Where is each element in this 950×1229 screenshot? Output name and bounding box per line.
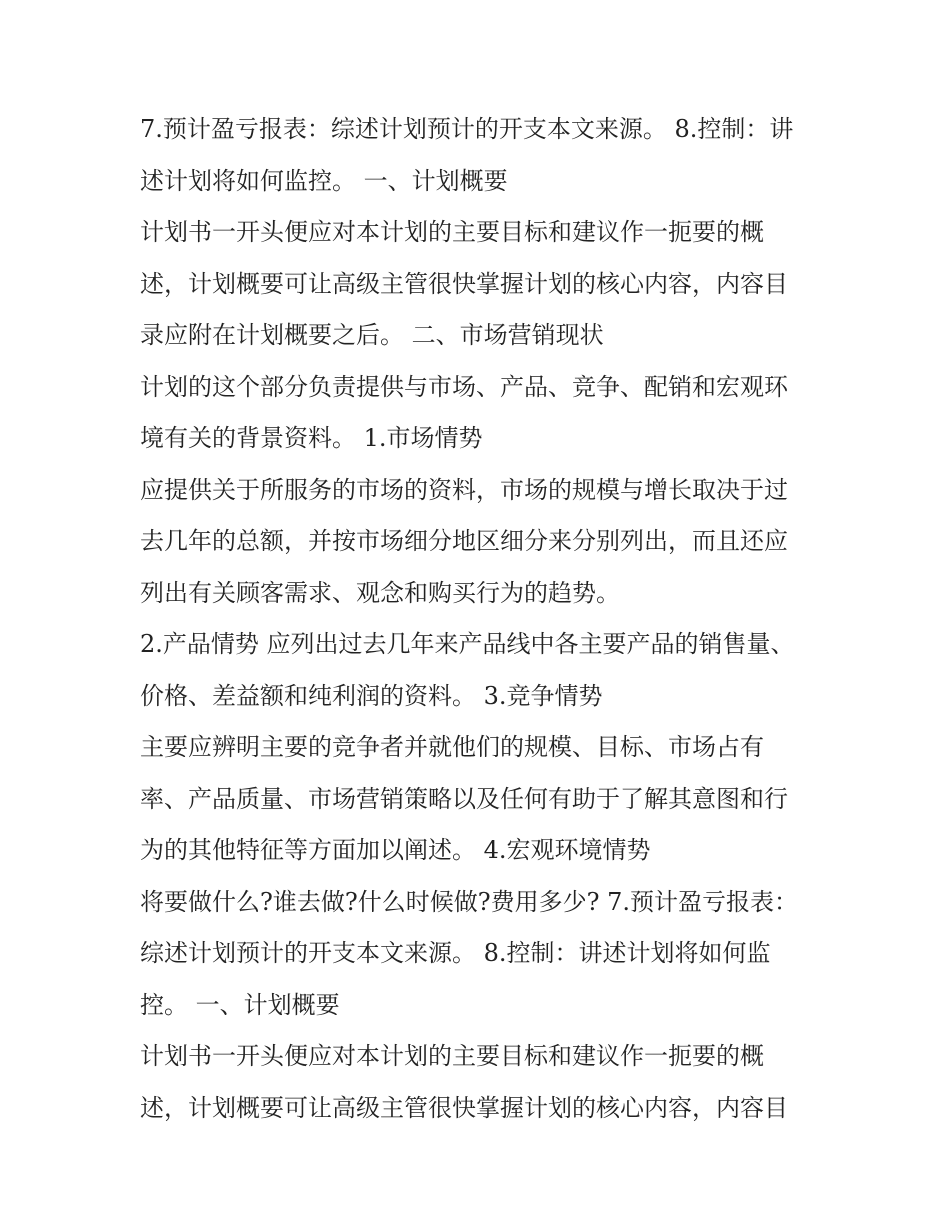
- text-line: 去几年的总额，并按市场细分地区细分来分别列出，而且还应: [140, 527, 788, 555]
- text-line: 主要应辨明主要的竞争者并就他们的规模、目标、市场占有: [140, 733, 764, 761]
- text-line: 率、产品质量、市场营销策略以及任何有助于了解其意图和行: [140, 784, 788, 813]
- text-line: 计划的这个部分负责提供与市场、产品、竞争、配销和宏观环: [140, 372, 788, 401]
- text-line: 计划书一开头便应对本计划的主要目标和建议作一扼要的概: [140, 218, 764, 246]
- text-line: 列出有关顾客需求、观念和购买行为的趋势。: [140, 578, 620, 607]
- text-line: 述计划将如何监控。 一、计划概要: [140, 166, 508, 195]
- text-line: 述，计划概要可让高级主管很快掌握计划的核心内容，内容目: [140, 269, 788, 298]
- text-line: 应提供关于所服务的市场的资料，市场的规模与增长取决于过: [140, 475, 788, 504]
- text-line: 为的其他特征等方面加以阐述。 4.宏观环境情势: [140, 836, 651, 864]
- text-line: 将要做什么?谁去做?什么时候做?费用多少? 7.预计盈亏报表：: [140, 887, 798, 916]
- text-line: 价格、差益额和纯利润的资料。 3.竞争情势: [140, 681, 603, 710]
- document-body: [140, 104, 830, 1134]
- text-line: 述，计划概要可让高级主管很快掌握计划的核心内容，内容目: [140, 1093, 788, 1122]
- text-line: 2.产品情势 应列出过去几年来产品线中各主要产品的销售量、: [140, 630, 795, 658]
- text-line: 控。 一、计划概要: [140, 990, 340, 1019]
- text-line: 境有关的背景资料。 1.市场情势: [140, 424, 483, 452]
- text-line: 录应附在计划概要之后。 二、市场营销现状: [140, 321, 604, 349]
- text-line: 综述计划预计的开支本文来源。 8.控制：讲述计划将如何监: [140, 939, 771, 967]
- text-line: 计划书一开头便应对本计划的主要目标和建议作一扼要的概: [140, 1042, 764, 1070]
- text-line: 7.预计盈亏报表：综述计划预计的开支本文来源。 8.控制：讲: [140, 115, 794, 143]
